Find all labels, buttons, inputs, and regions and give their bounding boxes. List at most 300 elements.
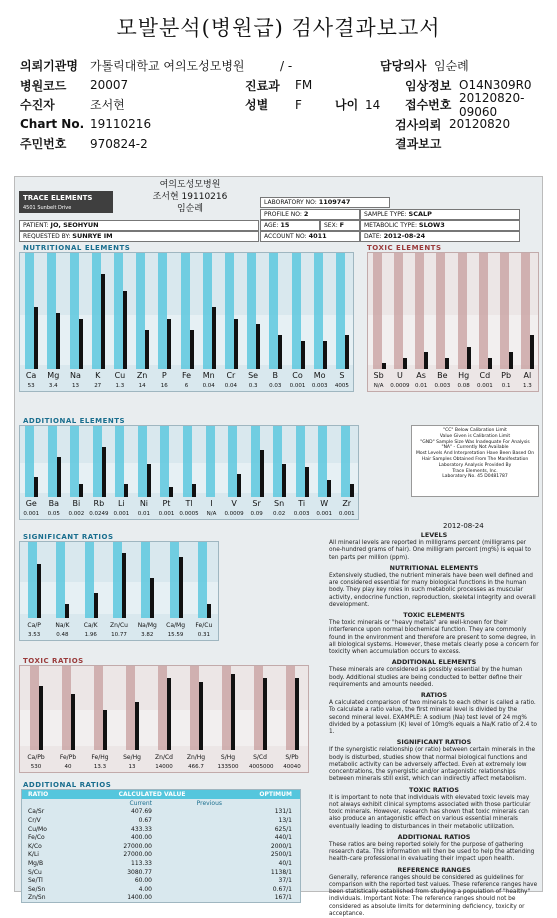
chart-column bbox=[318, 426, 327, 497]
chart-bar-fe-cu bbox=[207, 604, 211, 618]
table-cell: 433.33 bbox=[131, 825, 152, 833]
subheader-cell: Current bbox=[129, 799, 152, 807]
header-value: 조서현 bbox=[90, 98, 125, 113]
table-row bbox=[22, 816, 300, 825]
chart-column bbox=[521, 253, 530, 369]
table-body bbox=[22, 808, 300, 903]
value-label: 4005 bbox=[334, 383, 349, 389]
category-label: Bi bbox=[72, 499, 81, 508]
chart-bar-as bbox=[424, 352, 428, 369]
legend-line: "GND" Sample Size Was Inadequate For Analysis bbox=[420, 439, 530, 445]
profile-label: PROFILE NO: bbox=[264, 211, 302, 218]
age: 15 bbox=[280, 221, 290, 229]
additional-chart bbox=[19, 425, 359, 520]
category-label: As bbox=[416, 371, 426, 380]
chart-bar-s-cd bbox=[263, 678, 267, 750]
value-label: 14 bbox=[138, 383, 146, 389]
table-cell: 167/1 bbox=[274, 894, 292, 902]
header-cell: CALCULATED VALUE bbox=[118, 791, 186, 798]
value-label: 0.01 bbox=[137, 511, 151, 517]
value-label: 0.003 bbox=[311, 383, 328, 389]
chart-bar-bi bbox=[79, 484, 83, 497]
header-value: FM bbox=[295, 78, 313, 93]
chart-column bbox=[296, 426, 305, 497]
value-label: 133500 bbox=[217, 764, 239, 770]
note-heading: LEVELS bbox=[420, 531, 448, 539]
category-label: Co bbox=[292, 371, 303, 380]
chart-bar-w bbox=[327, 480, 331, 497]
chart-column bbox=[251, 426, 260, 497]
chart-column bbox=[314, 253, 323, 369]
value-label: 53 bbox=[27, 383, 35, 389]
chart-column bbox=[138, 426, 147, 497]
category-label: Se bbox=[248, 371, 259, 380]
chart-column bbox=[181, 253, 190, 369]
chart-column bbox=[48, 426, 57, 497]
value-label: 0.03 bbox=[269, 383, 282, 389]
chart-column bbox=[190, 666, 199, 750]
category-label: Zr bbox=[342, 499, 352, 508]
value-label: 0.1 bbox=[501, 383, 511, 389]
value-label: 0.0249 bbox=[89, 511, 109, 517]
table-cell: 13/1 bbox=[278, 816, 292, 824]
value-label: 0.0005 bbox=[179, 511, 199, 517]
value-label: 15.59 bbox=[167, 632, 184, 638]
category-label: Zn/Cd bbox=[155, 754, 173, 761]
sample-label: SAMPLE TYPE: bbox=[364, 211, 407, 218]
chart-bar-mn bbox=[212, 307, 216, 369]
value-label: 6 bbox=[184, 383, 189, 389]
chart-bar-zr bbox=[350, 484, 354, 497]
value-label: 0.05 bbox=[47, 511, 60, 517]
account-label: ACCOUNT NO: bbox=[264, 233, 307, 240]
category-label: Rb bbox=[93, 499, 105, 508]
category-label: Na bbox=[70, 371, 81, 380]
value-label: 0.003 bbox=[434, 383, 451, 389]
chart-bar-fe-pb bbox=[71, 694, 75, 750]
value-label: 1.3 bbox=[523, 383, 532, 389]
table-cell: 3080.77 bbox=[127, 868, 152, 876]
report-title: 모발분석(병원급) 검사결과보고서 bbox=[116, 16, 441, 40]
chart-column bbox=[56, 542, 65, 618]
chart-column bbox=[198, 542, 207, 618]
value-label: 0.001 bbox=[316, 511, 333, 517]
table-row bbox=[22, 833, 300, 842]
note-text: These minerals are considered as possibly essential by the human body. Additional studies are being conducted to better define their requirements and amounts needed. bbox=[329, 667, 523, 688]
note-heading: TOXIC RATIOS bbox=[409, 785, 459, 794]
chart-bar-u bbox=[403, 358, 407, 369]
sex: F bbox=[339, 221, 345, 229]
chart-bar-cu bbox=[123, 291, 127, 369]
chart-column bbox=[94, 666, 103, 750]
value-label: 1.3 bbox=[115, 383, 125, 389]
chart-bar-fe-hg bbox=[103, 710, 107, 750]
value-label: 0.0009 bbox=[224, 511, 244, 517]
header-value: 970824-2 bbox=[90, 136, 148, 151]
chart-bar-cr bbox=[234, 319, 238, 369]
category-label: Ca bbox=[25, 371, 37, 380]
header-label: 결과보고 bbox=[395, 137, 442, 152]
age-value: 14 bbox=[365, 97, 381, 112]
section-title: ADDITIONAL RATIOS bbox=[23, 781, 112, 789]
chart-column bbox=[141, 542, 150, 618]
chart-column bbox=[436, 253, 445, 369]
legend-line: Trace Elements, Inc. bbox=[452, 468, 498, 474]
subheader-cell: Previous bbox=[196, 799, 222, 807]
header-label: 병원코드 bbox=[20, 78, 67, 93]
chart-bar-pt bbox=[169, 487, 173, 497]
sample-type: SCALP bbox=[408, 210, 432, 218]
chart-column bbox=[115, 426, 124, 497]
header-label: 의뢰기관명 bbox=[20, 59, 78, 74]
value-label: 0.003 bbox=[293, 511, 310, 517]
value-label: 3.53 bbox=[28, 632, 41, 638]
category-label: Ge bbox=[25, 499, 37, 508]
category-label: Sr bbox=[252, 499, 261, 508]
stamp-line: 임순례 bbox=[176, 204, 204, 214]
header-label: 검사의뢰 bbox=[395, 117, 442, 132]
chart-bar-zn-cd bbox=[167, 678, 171, 750]
value-label: 0.001 bbox=[23, 511, 40, 517]
table-cell: Zn/Sn bbox=[28, 894, 46, 902]
table-row bbox=[22, 825, 300, 834]
sample-box bbox=[360, 209, 520, 220]
report-date: 2012-08-24 bbox=[383, 232, 426, 240]
chart-column bbox=[85, 542, 94, 618]
category-label: Ca/Pb bbox=[27, 754, 45, 761]
category-label: B bbox=[272, 371, 279, 380]
chart-bar-ca-p bbox=[37, 564, 41, 618]
value-label: 0.001 bbox=[289, 383, 306, 389]
chart-bar-co bbox=[301, 341, 305, 369]
requested-by: SUNRYE IM bbox=[72, 232, 113, 240]
category-label: S/Pb bbox=[285, 754, 299, 761]
value-label: 40040 bbox=[283, 764, 301, 770]
note-text: These ratios are being reported solely for the purpose of gathering research data. This information will then be used to help the attending health-care professional in evaluating their impact upon health. bbox=[329, 841, 535, 863]
value-label: 3.82 bbox=[141, 632, 154, 638]
chart-column bbox=[394, 253, 403, 369]
header-value: 20120820 bbox=[449, 117, 511, 132]
chart-bar-mg bbox=[56, 313, 60, 369]
chart-column bbox=[292, 253, 301, 369]
legend-line: Laboratory No. 45 D0481787 bbox=[442, 474, 508, 480]
value-label: 13 bbox=[128, 764, 136, 770]
table-cell: 131/1 bbox=[274, 808, 292, 816]
category-label: Ti bbox=[298, 499, 306, 508]
header-value: / - bbox=[280, 58, 293, 73]
chart-bar-zn bbox=[145, 330, 149, 369]
chart-column bbox=[225, 253, 234, 369]
table-cell: 400.00 bbox=[131, 834, 152, 842]
chart-column bbox=[222, 666, 231, 750]
table-cell: 440/1 bbox=[274, 834, 292, 842]
chart-bar-na-k bbox=[65, 604, 69, 618]
table-row bbox=[22, 894, 300, 903]
header-value: 19110216 bbox=[90, 117, 152, 132]
table-cell: K/Li bbox=[28, 851, 39, 859]
chart-bar-na bbox=[79, 319, 83, 369]
value-label: 13 bbox=[72, 383, 79, 389]
value-label: N/A bbox=[206, 511, 217, 517]
section-title: ADDITIONAL ELEMENTS bbox=[23, 417, 126, 425]
section-title: TOXIC RATIOS bbox=[23, 657, 84, 665]
chart-column bbox=[203, 253, 212, 369]
chart-bar-rb bbox=[102, 447, 106, 497]
category-label: K bbox=[95, 371, 101, 380]
value-label: 0.31 bbox=[197, 632, 210, 638]
table-cell: Ca/Sr bbox=[28, 808, 45, 816]
header-value: O14N309R0 bbox=[459, 78, 532, 93]
chart-bar-p bbox=[167, 319, 171, 369]
chart-column bbox=[158, 253, 167, 369]
table-cell: S/Cu bbox=[28, 868, 42, 876]
category-label: Mo bbox=[313, 371, 326, 380]
chart-column bbox=[273, 426, 282, 497]
chart-column bbox=[373, 253, 382, 369]
value-label: 40 bbox=[64, 764, 72, 770]
category-label: W bbox=[320, 499, 329, 508]
value-label: 14000 bbox=[155, 764, 173, 770]
table-cell: 2000/1 bbox=[270, 842, 292, 850]
category-label: Ba bbox=[48, 499, 59, 508]
category-label: I bbox=[210, 499, 213, 508]
note-heading: RATIOS bbox=[420, 691, 448, 700]
chart-column bbox=[70, 426, 79, 497]
table-row bbox=[22, 859, 300, 868]
date-box bbox=[360, 231, 520, 242]
note-heading: ADDITIONAL ELEMENTS bbox=[391, 658, 477, 667]
header-label: Chart No. bbox=[20, 117, 85, 132]
chart-column bbox=[415, 253, 424, 369]
note-heading: REFERENCE RANGES bbox=[397, 865, 471, 874]
category-label: Fe/Cu bbox=[195, 622, 213, 629]
note-text: If the synergistic relationship (or ratio) between certain minerals in the body is disturbed, studies show that normal biological functions and metabolic activity can be adversely affected. Even at extremely low concentrations, the synergistic and/or antagonistic relationships between minerals still exist, which can indirectly affect metabolism. bbox=[329, 747, 536, 783]
metabolic-box bbox=[360, 220, 520, 231]
table-cell: 0.67/1 bbox=[272, 885, 292, 893]
age-label: 나이 bbox=[335, 98, 359, 113]
sex-box bbox=[320, 220, 360, 231]
chart-column bbox=[247, 253, 256, 369]
legend-line: "CC" Below Calibration Limit bbox=[443, 428, 507, 433]
header-cell: RATIO bbox=[28, 791, 49, 798]
value-label: 4005000 bbox=[249, 764, 274, 770]
category-label: P bbox=[161, 371, 167, 380]
chart-column bbox=[70, 253, 79, 369]
table-row bbox=[22, 851, 300, 860]
legend-line: Most Levels And Interpretation Have Been Based On Hair Samples Obtained From The Manifestation bbox=[415, 451, 535, 462]
value-label: 27 bbox=[94, 383, 102, 389]
chart-bar-cd bbox=[488, 358, 492, 369]
header-value: F bbox=[295, 97, 302, 112]
nutritional-chart bbox=[19, 252, 354, 392]
value-label: 0.08 bbox=[457, 383, 470, 389]
hospital-stamp bbox=[125, 179, 255, 215]
category-label: Mn bbox=[202, 371, 215, 380]
value-label: 0.09 bbox=[250, 511, 263, 517]
chart-column bbox=[126, 666, 135, 750]
value-label: 0.001 bbox=[477, 383, 493, 389]
value-label: 1.96 bbox=[84, 632, 97, 638]
table-cell: 40/1 bbox=[278, 859, 292, 867]
patient-box bbox=[19, 220, 259, 231]
chart-column bbox=[183, 426, 192, 497]
chart-bar-tl bbox=[192, 484, 196, 497]
chart-column bbox=[47, 253, 56, 369]
legend-box bbox=[411, 425, 539, 497]
table-cell: 407.69 bbox=[131, 808, 152, 816]
chart-column bbox=[341, 426, 350, 497]
chart-column bbox=[25, 253, 34, 369]
header-row-5 bbox=[20, 134, 550, 154]
note-heading: ADDITIONAL RATIOS bbox=[397, 832, 471, 841]
category-label: Sb bbox=[373, 371, 384, 380]
metabolic-type: SLOW3 bbox=[418, 221, 445, 229]
chart-bar-ti bbox=[305, 467, 309, 497]
chart-column bbox=[479, 253, 488, 369]
header-row-1 bbox=[20, 56, 550, 76]
note-text: A calculated comparison of two minerals to each other is called a ratio. To calculate a ratio value, the first mineral level is divided by the second mineral level. EXAMPLE: A sodium (Na) test level of 24 mg% divided by a potassium (K) level of 10mg% equals a Na/K ratio of 2.4 to 1. bbox=[329, 700, 537, 736]
table-cell: Se/Sn bbox=[28, 885, 46, 893]
stamp-line: 조서현 19110216 bbox=[152, 192, 228, 202]
additional-ratios-table bbox=[21, 789, 301, 903]
chart-bar-ca-pb bbox=[39, 686, 43, 750]
value-label: 0.001 bbox=[158, 511, 175, 517]
report-date-2: 2012-08-24 bbox=[443, 522, 484, 530]
header-value: 가톨릭대학교 여의도성모병원 bbox=[90, 59, 245, 74]
header-label: 진료과 bbox=[245, 78, 280, 93]
chart-bar-s-hg bbox=[231, 674, 235, 750]
chart-bar-s bbox=[345, 335, 349, 369]
value-label: 0.04 bbox=[224, 383, 238, 389]
category-label: Pt bbox=[162, 499, 171, 508]
chart-column bbox=[228, 426, 237, 497]
value-label: 3.4 bbox=[48, 383, 58, 389]
category-label: Cr bbox=[226, 371, 236, 380]
chart-column bbox=[336, 253, 345, 369]
sex-label: SEX: bbox=[324, 222, 338, 229]
category-label: Na/K bbox=[55, 622, 70, 629]
note-text: Extensively studied, the nutrient minerals have been well defined and are considered essential for many biological functions in the human body. They play key roles in such metabolic processes as muscular activity, endocrine function, reproduction, skeletal integrity and overall development. bbox=[329, 573, 536, 608]
value-label: 13.3 bbox=[93, 764, 107, 770]
chart-bar-ba bbox=[57, 457, 61, 497]
section-title: SIGNIFICANT RATIOS bbox=[23, 533, 114, 541]
table-cell: 625/1 bbox=[274, 825, 292, 833]
table-cell: 37/1 bbox=[278, 877, 292, 885]
chart-bar-li bbox=[124, 484, 128, 497]
chart-bar-v bbox=[237, 474, 241, 497]
chart-bar-zn-cu bbox=[122, 553, 126, 618]
lab-no-box bbox=[260, 197, 390, 208]
table-cell: Mg/B bbox=[28, 859, 44, 867]
lab-logo bbox=[19, 191, 113, 213]
explanation-notes bbox=[329, 529, 539, 918]
table-cell: Cr/V bbox=[28, 816, 41, 824]
chart-column bbox=[62, 666, 71, 750]
profile-no: 2 bbox=[303, 210, 309, 218]
header-label: 담당의사 bbox=[380, 59, 427, 74]
note-heading: TOXIC ELEMENTS bbox=[403, 611, 465, 620]
category-label: Zn/Cu bbox=[110, 622, 128, 629]
legend-line: "NA" - Currently Not Available bbox=[441, 445, 509, 451]
date-label: DATE: bbox=[364, 233, 382, 240]
patient-name: JO, SEOHYUN bbox=[50, 221, 99, 229]
value-label: 0.01 bbox=[415, 383, 428, 389]
note-heading: SIGNIFICANT RATIOS bbox=[396, 738, 472, 747]
category-label: Be bbox=[437, 371, 448, 380]
value-label: 0.001 bbox=[113, 511, 130, 517]
category-label: Al bbox=[523, 371, 532, 380]
patient-header bbox=[20, 56, 550, 154]
category-label: Zn/Hg bbox=[186, 754, 206, 761]
chart-column bbox=[160, 426, 169, 497]
table-cell: 113.33 bbox=[131, 859, 152, 867]
table-row bbox=[22, 876, 300, 885]
chart-bar-zn-hg bbox=[199, 682, 203, 750]
header-label: 접수번호 bbox=[405, 98, 452, 113]
table-row bbox=[22, 808, 300, 817]
age-box bbox=[260, 220, 320, 231]
value-label: 530 bbox=[30, 764, 42, 770]
chart-column bbox=[136, 253, 145, 369]
chart-column bbox=[92, 253, 101, 369]
table-row bbox=[22, 842, 300, 851]
category-label: Pb bbox=[501, 371, 512, 380]
table-row bbox=[22, 885, 300, 894]
chart-column bbox=[28, 542, 37, 618]
chart-bar-k bbox=[101, 274, 105, 369]
value-label: 16 bbox=[160, 383, 168, 389]
section-title: NUTRITIONAL ELEMENTS bbox=[23, 244, 131, 252]
chart-bar-s-pb bbox=[295, 678, 299, 750]
header-label: 성별 bbox=[245, 98, 269, 113]
requested-box bbox=[19, 231, 259, 242]
chart-column bbox=[286, 666, 295, 750]
category-label: Mg bbox=[47, 371, 60, 380]
significant-ratios-chart bbox=[19, 541, 219, 641]
category-label: Se/Hg bbox=[123, 754, 141, 761]
header-value: 임순례 bbox=[434, 59, 469, 74]
chart-bar-fe bbox=[190, 330, 194, 369]
category-label: Tl bbox=[185, 499, 193, 508]
value-label: 0.48 bbox=[56, 632, 69, 638]
chart-bar-sn bbox=[282, 464, 286, 498]
chart-bar-al bbox=[530, 335, 534, 369]
value-label: N/A bbox=[373, 383, 384, 389]
category-label: Li bbox=[118, 499, 125, 508]
chart-bar-hg bbox=[467, 347, 471, 369]
chart-bar-be bbox=[445, 358, 449, 369]
chart-column bbox=[458, 253, 467, 369]
legend-line: Value Given is Calibration Limit bbox=[439, 433, 511, 439]
category-label: Fe/Hg bbox=[91, 754, 109, 761]
table-cell: 2500/1 bbox=[270, 851, 292, 859]
chart-bar-na-mg bbox=[150, 578, 154, 618]
profile-box bbox=[260, 209, 360, 220]
category-label: S/Cd bbox=[253, 754, 267, 761]
table-cell: 1400.00 bbox=[127, 894, 152, 902]
table-cell: 4.00 bbox=[138, 885, 152, 893]
lab-no-label: LABORATORY NO: bbox=[264, 199, 317, 206]
table-cell: K/Co bbox=[28, 842, 42, 850]
header-row-4 bbox=[20, 115, 550, 135]
chart-column bbox=[25, 426, 34, 497]
legend-line: Laboratory Analysis Provided By bbox=[438, 462, 512, 468]
category-label: Cu bbox=[114, 371, 126, 380]
note-text: All mineral levels are reported in milligrams percent (milligrams per one-hundred grams of hair). One milligram percent (mg%) is equal to ten parts per million (ppm). bbox=[329, 540, 531, 561]
table-cell: 27000.00 bbox=[123, 851, 152, 859]
category-label: Fe/Pb bbox=[59, 754, 77, 761]
chart-bar-ni bbox=[147, 464, 151, 498]
